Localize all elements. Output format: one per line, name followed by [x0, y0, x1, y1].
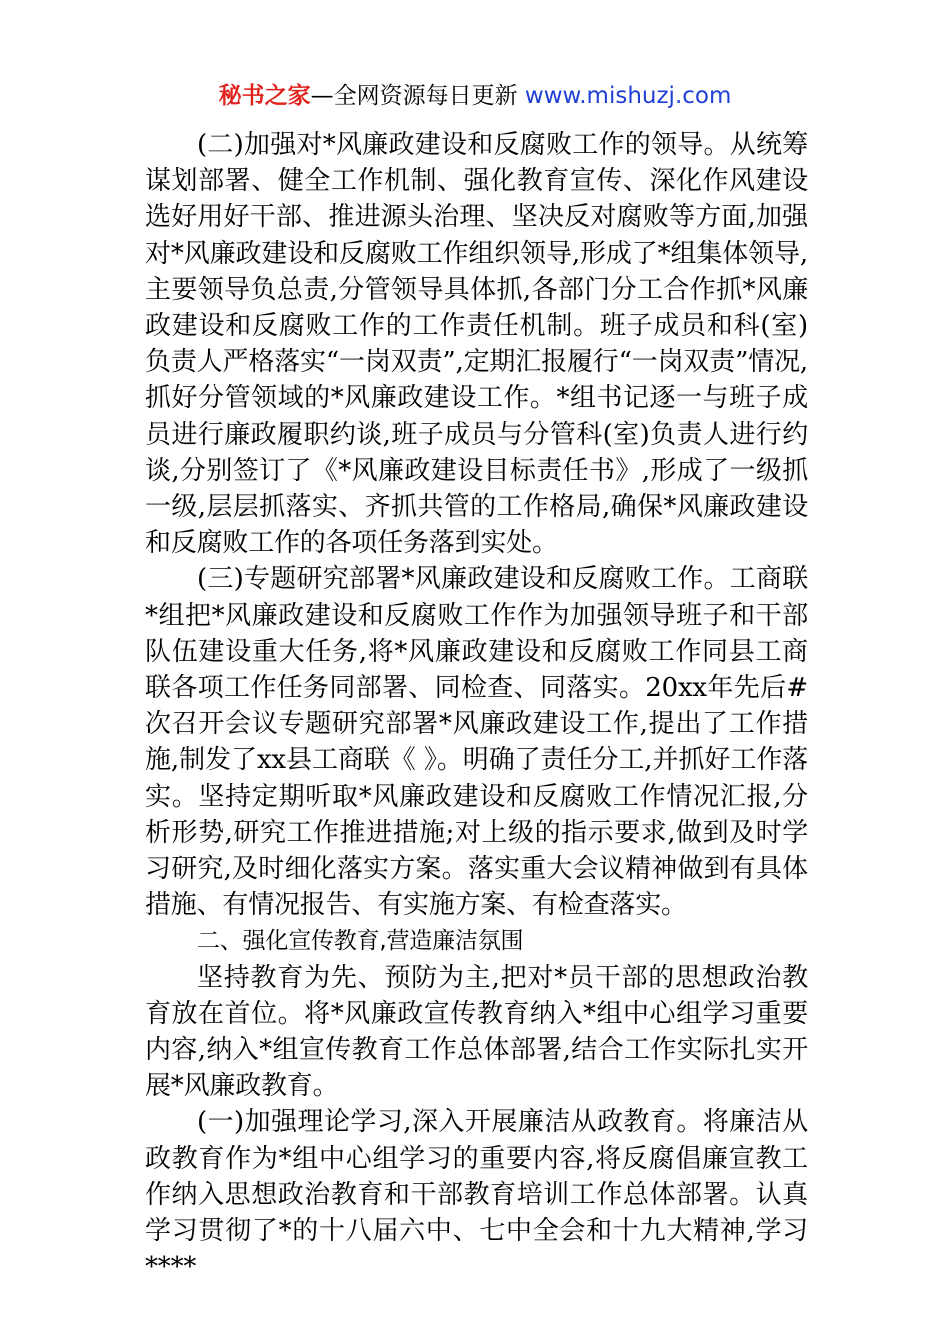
paragraph-leadership: (二)加强对*风廉政建设和反腐败工作的领导。从统筹谋划部署、健全工作机制、强化教育宣传、深化作风建设选好用好干部、推进源头治理、坚决反对腐败等方面,加强对*风廉政建设和反腐败工作组织领导,形成了*组集体领导,主要领导负总责,分管领导具体抓,各部门分工合作抓*风廉政建设和反腐败工作的工作责任机制。班子成员和科(室)负责人严格落实“一岗双责”,定期汇报履行“一岗双责”情况,抓好分管领域的*风廉政建设工作。*组书记逐一与班子成员进行廉政履职约谈,班子成员与分管科(室)负责人进行约谈,分别签订了《*风廉政建设目标责任书》,形成了一级抓一级,层层抓落实、齐抓共管的工作格局,确保*风廉政建设和反腐败工作的各项任务落到实处。	[145, 130, 808, 559]
site-url-link[interactable]: www.mishuzj.com	[524, 83, 732, 109]
paragraph-theory-study: (一)加强理论学习,深入开展廉洁从政教育。将廉洁从政教育作为*组中心组学习的重要内容,将反腐倡廉宣教工作纳入思想政治教育和干部教育培训工作总体部署。认真学习贯彻了*的十八届六中、七中全会和十九大精神,学习****	[145, 1107, 808, 1283]
site-slogan: —全网资源每日更新	[310, 83, 525, 109]
paragraph-education-first: 坚持教育为先、预防为主,把对*员干部的思想政治教育放在首位。将*风廉政宣传教育纳入*组中心组学习重要内容,纳入*组宣传教育工作总体部署,结合工作实际扎实开展*风廉政教育。	[145, 962, 808, 1102]
paragraph-special-research: (三)专题研究部署*风廉政建设和反腐败工作。工商联*组把*风廉政建设和反腐败工作作为加强领导班子和干部队伍建设重大任务,将*风廉政建设和反腐败工作同县工商联各项工作任务同部署、同检查、同落实。20xx年先后#次召开会议专题研究部署*风廉政建设工作,提出了工作措施,制发了xx县工商联《 》。明确了责任分工,并抓好工作落实。坚持定期听取*风廉政建设和反腐败工作情况汇报,分析形势,研究工作推进措施;对上级的指示要求,做到及时学习研究,及时细化落实方案。落实重大会议精神做到有具体措施、有情况报告、有实施方案、有检查落实。	[145, 564, 808, 921]
site-header	[0, 80, 950, 112]
site-brand: 秘书之家	[218, 83, 311, 109]
section-heading-education: 二、强化宣传教育,营造廉洁氛围	[197, 928, 524, 955]
document-body	[145, 127, 808, 1286]
